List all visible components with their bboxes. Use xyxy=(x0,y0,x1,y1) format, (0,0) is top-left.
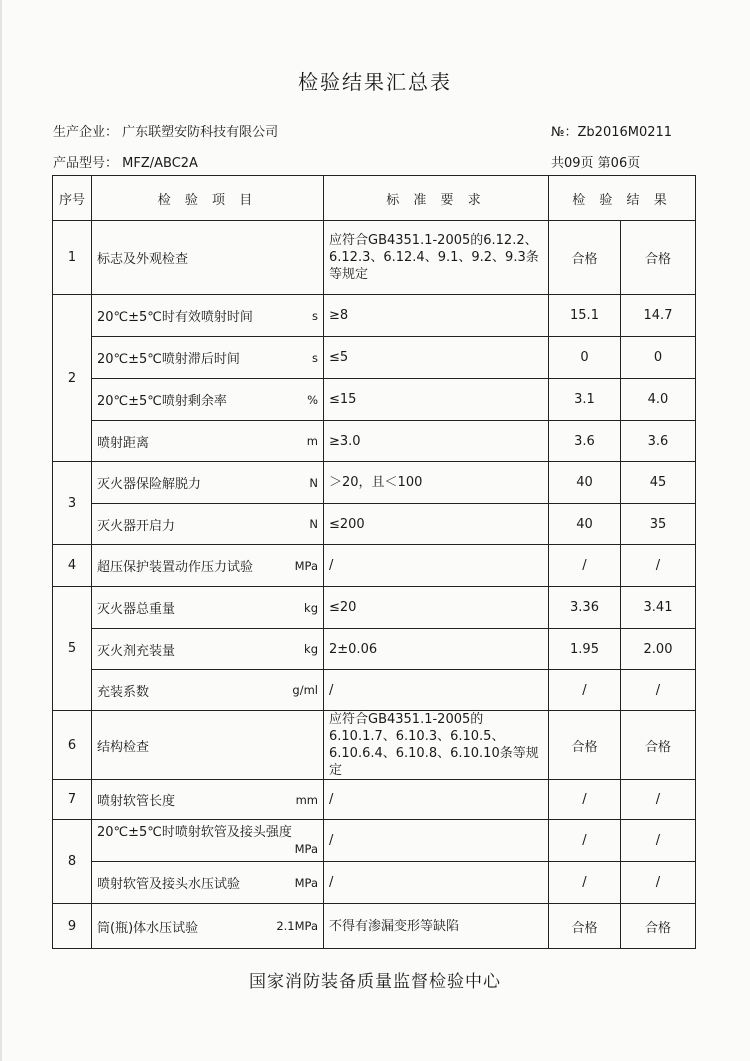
result-sample-2: 45 xyxy=(621,462,696,504)
test-item-name: 喷射软管长度 xyxy=(97,794,176,809)
row-number: 7 xyxy=(53,780,92,820)
test-item-name: 20℃±5℃时喷射软管及接头强度 xyxy=(97,824,292,840)
test-item-unit: g/ml xyxy=(292,683,318,697)
issuing-organization: 国家消防装备质量监督检验中心 xyxy=(249,972,501,992)
row-number: 2 xyxy=(53,295,92,462)
requirement-cell: 不得有渗漏变形等缺陷 xyxy=(324,904,549,949)
table-row xyxy=(53,295,696,337)
page-indicator: 共09页 第06页 xyxy=(551,156,641,171)
test-item-cell xyxy=(92,862,324,904)
test-item-cell xyxy=(92,221,324,295)
table-row xyxy=(53,629,696,670)
result-sample-1: 0 xyxy=(549,337,621,379)
report-number: №：Zb2016M0211 xyxy=(551,125,673,140)
table-row xyxy=(53,711,696,780)
header-result: 检 验 结 果 xyxy=(549,176,696,221)
test-item-name: 喷射距离 xyxy=(97,435,150,451)
row-number: 1 xyxy=(53,221,92,295)
table-row xyxy=(53,504,696,545)
header-item: 检 验 项 目 xyxy=(92,176,324,221)
requirement-cell: / xyxy=(324,545,549,587)
result-sample-2: 14.7 xyxy=(621,295,696,337)
test-item-name: 充装系数 xyxy=(97,684,150,700)
result-sample-2: 2.00 xyxy=(621,629,696,670)
requirement-cell: ＞20，且＜100 xyxy=(324,462,549,504)
results-table-body xyxy=(53,176,696,949)
result-sample-2: / xyxy=(621,820,696,862)
header-no: 序号 xyxy=(53,176,92,221)
result-sample-1: 3.36 xyxy=(549,587,621,629)
result-sample-2: 4.0 xyxy=(621,379,696,421)
requirement-cell: ≤20 xyxy=(324,587,549,629)
test-item-unit: % xyxy=(307,392,318,407)
manufacturer: 生产企业： 广东联塑安防科技有限公司 xyxy=(53,125,279,140)
test-item-cell xyxy=(92,545,324,587)
row-number: 3 xyxy=(53,462,92,545)
result-sample-1: 1.95 xyxy=(549,629,621,670)
test-item-name: 超压保护装置动作压力试验 xyxy=(97,560,254,575)
result-sample-1: / xyxy=(549,820,621,862)
table-row xyxy=(53,545,696,587)
test-item-cell xyxy=(92,504,324,545)
requirement-cell: ≤5 xyxy=(324,337,549,379)
result-sample-2: 合格 xyxy=(621,221,696,295)
test-item-cell xyxy=(92,587,324,629)
test-item-cell xyxy=(92,820,324,862)
result-sample-2: / xyxy=(621,545,696,587)
test-item-name: 灭火器保险解脱力 xyxy=(97,477,202,492)
test-item-cell xyxy=(92,421,324,462)
requirement-cell: 应符合GB4351.1-2005的6.10.1.7、6.10.3、6.10.5、6.10.6.4、6.10.8、6.10.10条等规定 xyxy=(324,711,549,780)
result-sample-2: 合格 xyxy=(621,904,696,949)
test-item-cell xyxy=(92,780,324,820)
result-sample-1: 合格 xyxy=(549,904,621,949)
result-sample-1: 合格 xyxy=(549,221,621,295)
table-row xyxy=(53,221,696,295)
result-sample-2: / xyxy=(621,862,696,904)
result-sample-2: 0 xyxy=(621,337,696,379)
result-sample-2: / xyxy=(621,780,696,820)
requirement-cell: ≤200 xyxy=(324,504,549,545)
table-row xyxy=(53,462,696,504)
result-sample-1: / xyxy=(549,545,621,587)
test-item-cell xyxy=(92,337,324,379)
test-item-unit: MPa xyxy=(294,875,318,890)
test-item-cell xyxy=(92,670,324,711)
requirement-cell: ≥8 xyxy=(324,295,549,337)
result-sample-1: 15.1 xyxy=(549,295,621,337)
test-item-unit: mm xyxy=(295,792,318,807)
result-sample-1: 40 xyxy=(549,504,621,545)
result-sample-2: 3.41 xyxy=(621,587,696,629)
test-item-cell xyxy=(92,711,324,780)
table-row xyxy=(53,379,696,421)
requirement-cell: ≥3.0 xyxy=(324,421,549,462)
test-item-unit: s xyxy=(312,350,318,365)
table-row xyxy=(53,780,696,820)
result-sample-1: 合格 xyxy=(549,711,621,780)
result-sample-1: / xyxy=(549,670,621,711)
test-item-name: 灭火器开启力 xyxy=(97,518,176,534)
row-number: 9 xyxy=(53,904,92,949)
result-sample-2: 3.6 xyxy=(621,421,696,462)
table-row xyxy=(53,337,696,379)
result-sample-1: 3.1 xyxy=(549,379,621,421)
test-item-cell xyxy=(92,462,324,504)
table-row xyxy=(53,820,696,862)
requirement-cell: / xyxy=(324,820,549,862)
header-requirement: 标 准 要 求 xyxy=(324,176,549,221)
test-item-unit: 2.1MPa xyxy=(276,919,318,933)
test-item-unit: m xyxy=(306,434,318,448)
test-item-cell xyxy=(92,629,324,670)
result-sample-1: / xyxy=(549,862,621,904)
test-item-name: 喷射软管及接头水压试验 xyxy=(97,877,241,892)
table-row xyxy=(53,587,696,629)
test-item-name: 20℃±5℃喷射滞后时间 xyxy=(97,352,240,367)
test-item-name: 结构检查 xyxy=(97,739,150,755)
test-item-unit: MPa xyxy=(294,841,318,856)
results-table xyxy=(52,175,696,949)
test-item-unit: N xyxy=(309,517,318,531)
test-item-unit: s xyxy=(312,308,318,323)
result-sample-2: / xyxy=(621,670,696,711)
requirement-cell: 2±0.06 xyxy=(324,629,549,670)
test-item-unit: MPa xyxy=(294,558,318,573)
row-number: 6 xyxy=(53,711,92,780)
result-sample-1: 3.6 xyxy=(549,421,621,462)
requirement-cell: / xyxy=(324,670,549,711)
row-number: 5 xyxy=(53,587,92,711)
test-item-cell xyxy=(92,904,324,949)
test-item-cell xyxy=(92,379,324,421)
test-item-unit: N xyxy=(309,475,318,490)
page-title: 检验结果汇总表 xyxy=(298,70,452,94)
result-sample-1: 40 xyxy=(549,462,621,504)
requirement-cell: / xyxy=(324,862,549,904)
table-row xyxy=(53,421,696,462)
result-sample-2: 35 xyxy=(621,504,696,545)
product-model: 产品型号： MFZ/ABC2A xyxy=(53,156,198,171)
table-row xyxy=(53,670,696,711)
requirement-cell: / xyxy=(324,780,549,820)
table-row xyxy=(53,862,696,904)
row-number: 4 xyxy=(53,545,92,587)
test-item-cell xyxy=(92,295,324,337)
test-item-unit: kg xyxy=(304,642,318,656)
test-item-name: 20℃±5℃喷射剩余率 xyxy=(97,394,227,409)
test-item-name: 灭火器总重量 xyxy=(97,602,176,617)
scan-edge xyxy=(0,0,2,1061)
test-item-name: 标志及外观检查 xyxy=(97,252,189,267)
table-row xyxy=(53,904,696,949)
result-sample-1: / xyxy=(549,780,621,820)
test-item-unit: kg xyxy=(304,600,318,615)
test-item-name: 灭火剂充装量 xyxy=(97,643,176,659)
table-header-row xyxy=(53,176,696,221)
row-number: 8 xyxy=(53,820,92,904)
test-item-name: 筒(瓶)体水压试验 xyxy=(97,920,199,936)
result-sample-2: 合格 xyxy=(621,711,696,780)
requirement-cell: 应符合GB4351.1-2005的6.12.2、6.12.3、6.12.4、9.1、9.2、9.3条等规定 xyxy=(324,221,549,295)
test-item-name: 20℃±5℃时有效喷射时间 xyxy=(97,310,253,325)
requirement-cell: ≤15 xyxy=(324,379,549,421)
